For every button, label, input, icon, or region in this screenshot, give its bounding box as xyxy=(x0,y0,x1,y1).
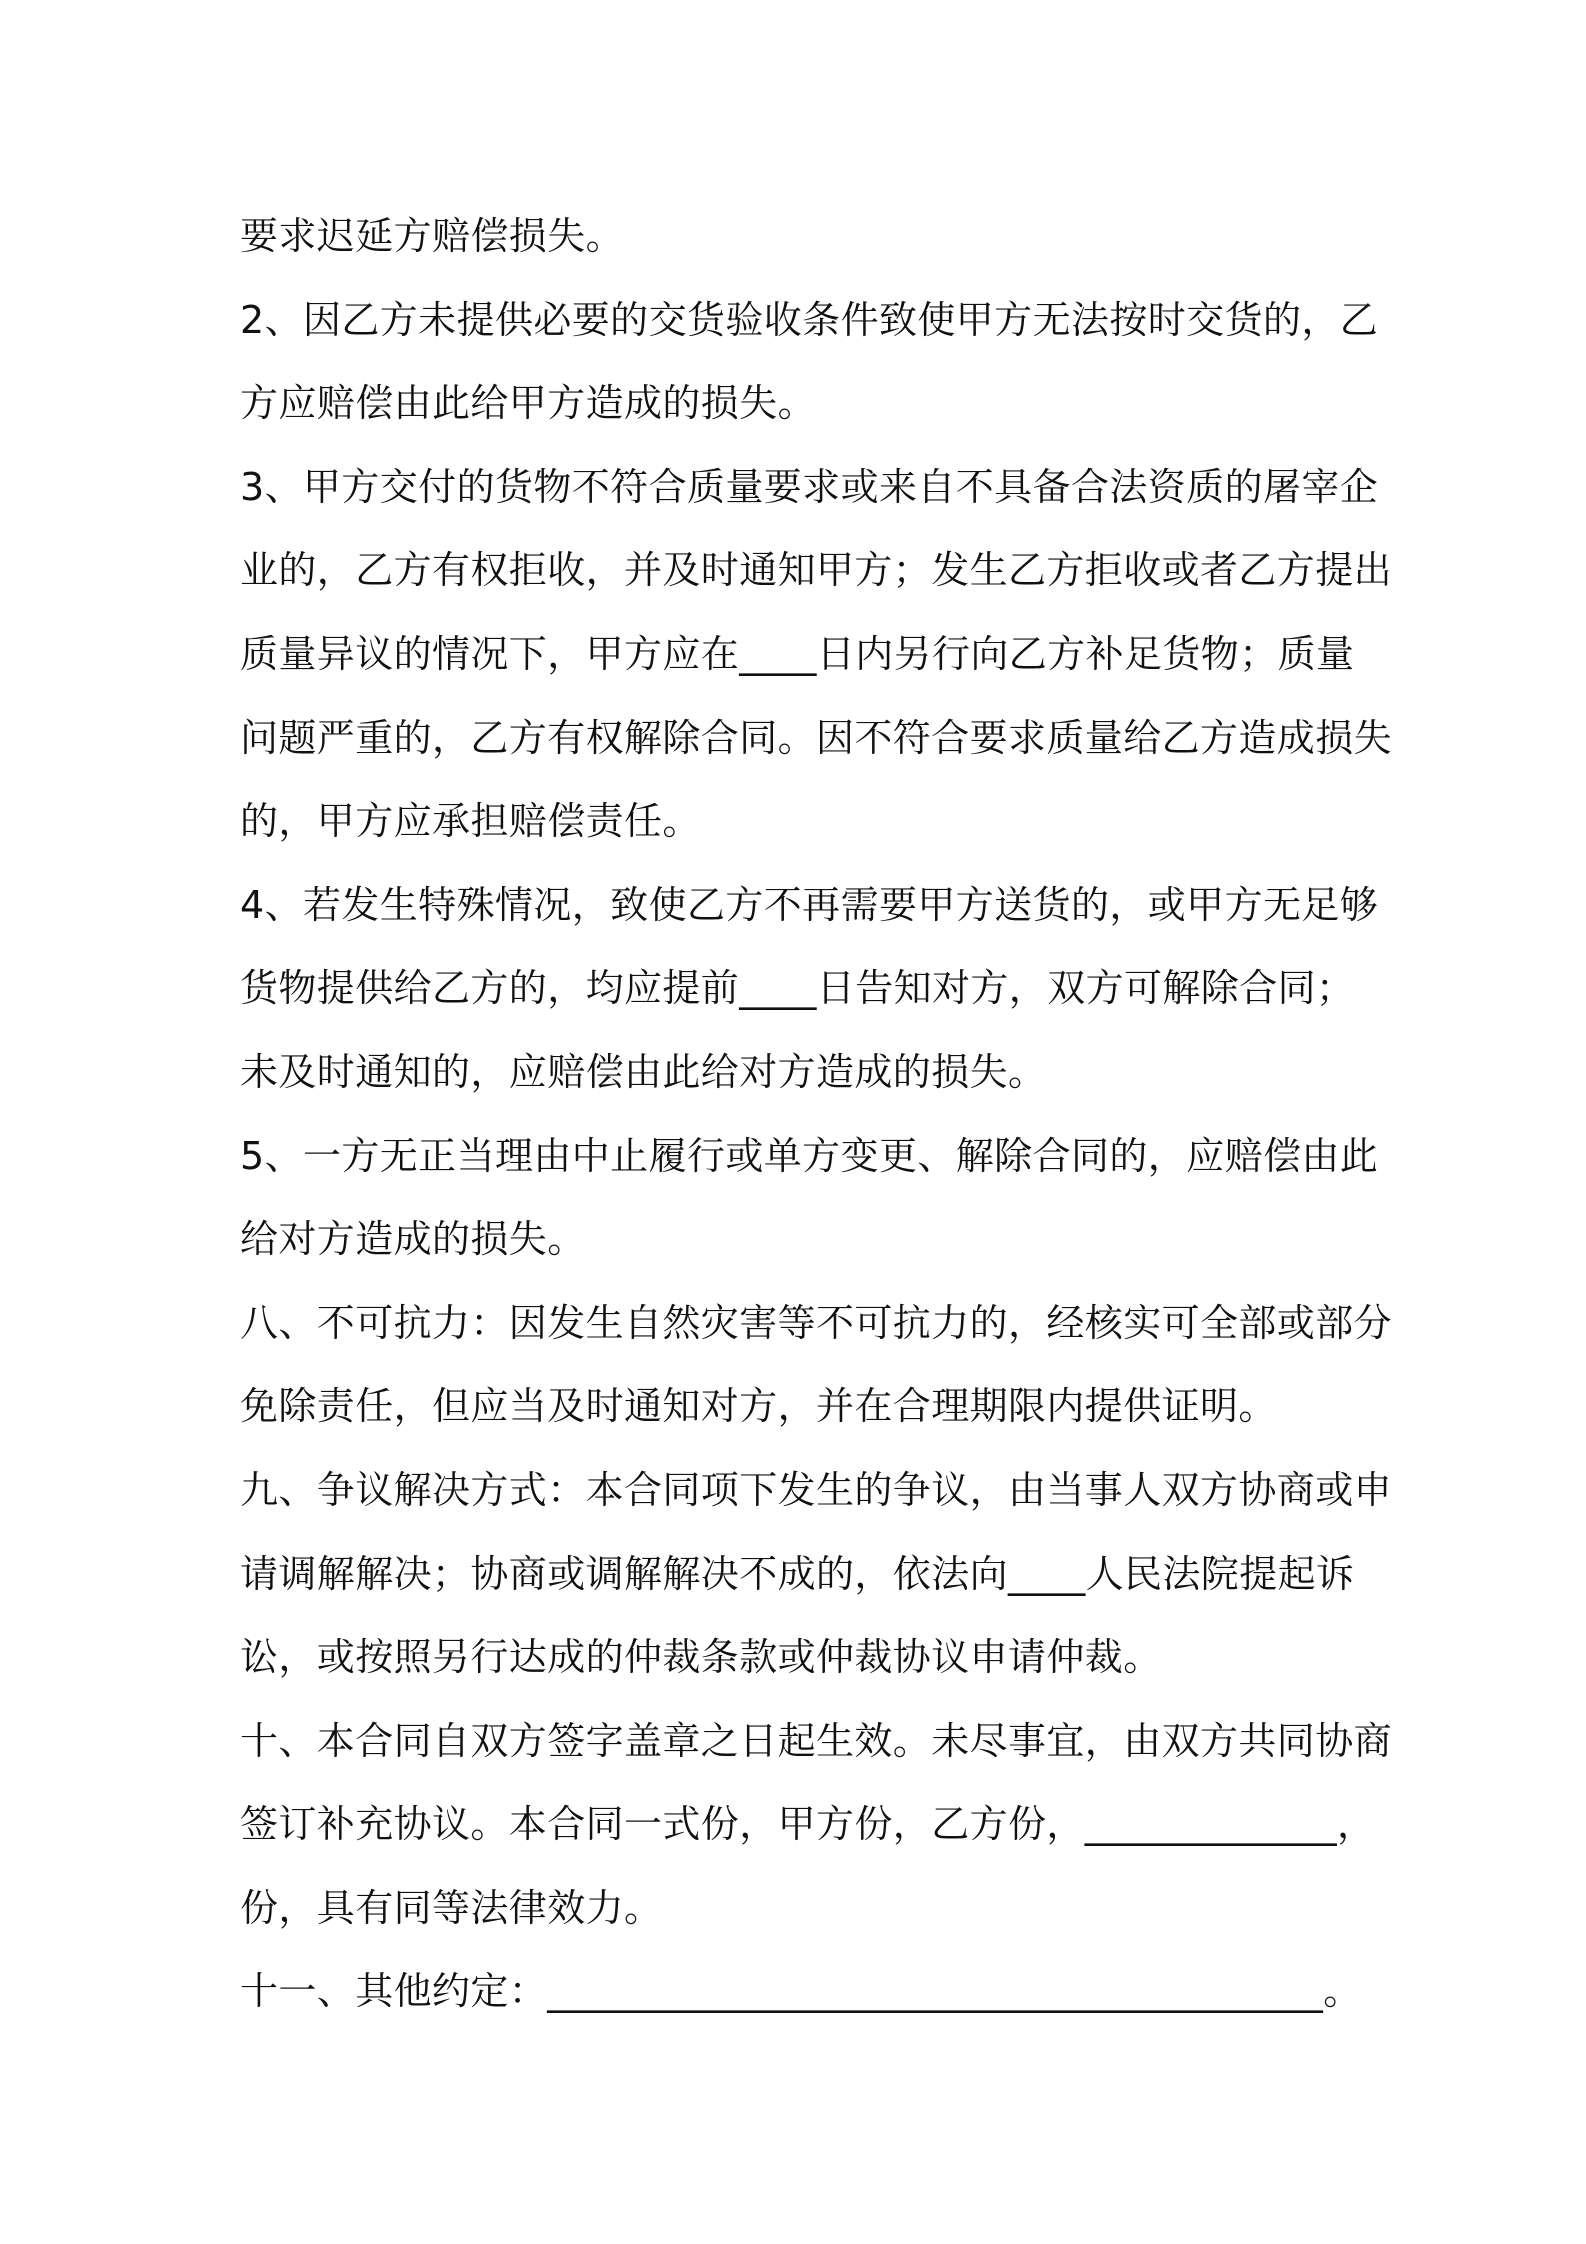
text-line: 十、本合同自双方签字盖章之日起生效。未尽事宜，由双方共同协商 xyxy=(240,1718,1393,1763)
text-line: 十一、其他约定：________________________________________。 xyxy=(240,1969,1362,2014)
text-line: 给对方造成的损失。 xyxy=(240,1217,586,1262)
text-line: 免除责任，但应当及时通知对方，并在合理期限内提供证明。 xyxy=(240,1384,1277,1429)
text-line: 3、甲方交付的货物不符合质量要求或来自不具备合法资质的屠宰企 xyxy=(240,464,1379,509)
text-line: 2、因乙方未提供必要的交货验收条件致使甲方无法按时交货的，乙 xyxy=(240,297,1379,342)
text-line: 八、不可抗力：因发生自然灾害等不可抗力的，经核实可全部或部分 xyxy=(240,1300,1393,1345)
text-line: 业的，乙方有权拒收，并及时通知甲方；发生乙方拒收或者乙方提出 xyxy=(240,548,1393,593)
text-line: 5、一方无正当理由中止履行或单方变更、解除合同的，应赔偿由此 xyxy=(240,1133,1379,1178)
text-line: 请调解解决；协商或调解解决不成的，依法向____人民法院提起诉 xyxy=(240,1551,1355,1596)
text-line: 签订补充协议。本合同一式份，甲方份，乙方份，_____________， xyxy=(240,1802,1376,1847)
text-line: 九、争议解决方式：本合同项下发生的争议，由当事人双方协商或申 xyxy=(240,1467,1393,1512)
text-line: 4、若发生特殊情况，致使乙方不再需要甲方送货的，或甲方无足够 xyxy=(240,882,1379,927)
text-line: 方应赔偿由此给甲方造成的损失。 xyxy=(240,381,817,426)
text-line: 货物提供给乙方的，均应提前____日告知对方，双方可解除合同； xyxy=(240,966,1355,1011)
text-line: 问题严重的，乙方有权解除合同。因不符合要求质量给乙方造成损失 xyxy=(240,715,1393,760)
document-body xyxy=(240,195,1393,2034)
text-line: 份，具有同等法律效力。 xyxy=(240,1885,663,1930)
text-line: 要求迟延方赔偿损失。 xyxy=(240,214,625,258)
text-line: 的，甲方应承担赔偿责任。 xyxy=(240,799,701,844)
text-line: 讼，或按照另行达成的仲裁条款或仲裁协议申请仲裁。 xyxy=(240,1635,1162,1680)
text-line: 未及时通知的，应赔偿由此给对方造成的损失。 xyxy=(240,1049,1047,1094)
text-line: 质量异议的情况下，甲方应在____日内另行向乙方补足货物；质量 xyxy=(240,631,1355,676)
